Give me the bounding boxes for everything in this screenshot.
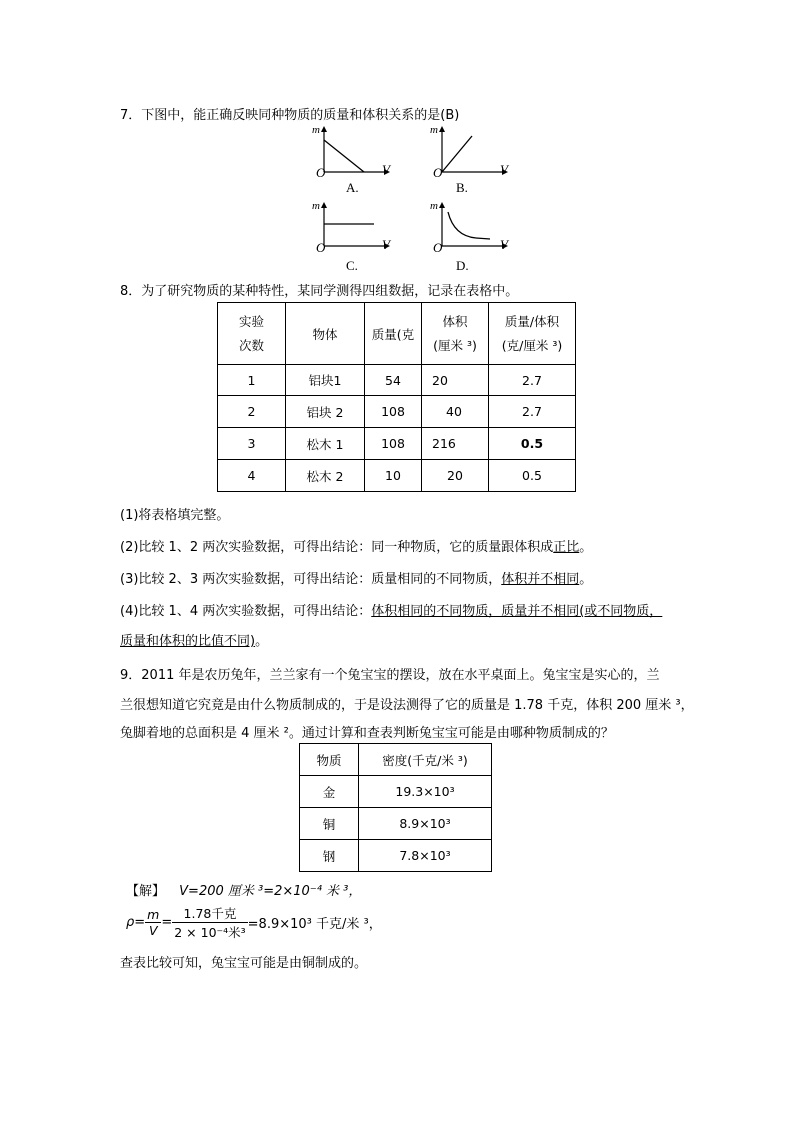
q8-header-trial-1: 实验 — [238, 313, 264, 329]
table-row — [218, 365, 576, 396]
q8-header-mass: 质量(克 — [365, 303, 422, 365]
q9-line3: 兔脚着地的总面积是 4 厘米 ²。通过计算和查表判断兔宝宝可能是由哪种物质制成的？ — [120, 726, 614, 741]
q9-frac-values — [172, 904, 247, 941]
q9-solution-line1 — [126, 880, 361, 899]
q8-header-trial — [218, 303, 286, 365]
graph-a-y-arrow — [321, 126, 327, 132]
table-cell: 7.8×10³ — [359, 840, 492, 872]
q8-sub2-end: 。 — [579, 540, 593, 555]
table-cell: 216 — [422, 428, 489, 460]
q9-frac-mv-den: V — [148, 923, 158, 938]
graph-d-m-label: m — [430, 200, 438, 212]
table-cell: 54 — [365, 365, 422, 396]
q9-frac-values-den: 2 × 10⁻⁴米³ — [174, 925, 246, 940]
q8-data-table — [217, 302, 576, 492]
table-cell: 2 — [218, 396, 286, 428]
table-cell: 0.5 — [489, 460, 576, 492]
q9-frac-values-num: 1.78千克 — [172, 904, 247, 923]
q9-solution-label: 【解】 — [126, 884, 166, 899]
table-cell: 8.9×10³ — [359, 808, 492, 840]
table-row — [218, 396, 576, 428]
table-row — [218, 428, 576, 460]
table-cell: 0.5 — [489, 428, 576, 460]
q8-header-volume — [422, 303, 489, 365]
q8-header-row — [218, 303, 576, 365]
q8-sub3-answer: 体积并不相同 — [501, 572, 580, 587]
q9-line1: 9．2011 年是农历兔年，兰兰家有一个兔宝宝的摆设，放在水平桌面上。兔宝宝是实心的，兰 — [120, 668, 660, 683]
q9-solution-volume: V=200 厘米 ³=2×10⁻⁴ 米 ³， — [179, 884, 362, 899]
graph-a-m-label: m — [312, 124, 320, 136]
q9-conclusion: 查表比较可知，兔宝宝可能是由铜制成的。 — [120, 956, 368, 971]
q8-sub3-text: (3)比较 2、3 两次实验数据，可得出结论：质量相同的不同物质， — [120, 572, 502, 587]
q9-frac-mv — [145, 907, 161, 938]
option-b-label: B. — [456, 180, 468, 195]
table-cell: 20 — [422, 365, 489, 396]
table-cell: 1 — [218, 365, 286, 396]
table-cell: 10 — [365, 460, 422, 492]
table-cell: 金 — [300, 776, 359, 808]
q8-sub2-text: (2)比较 1、2 两次实验数据，可得出结论：同一种物质，它的质量跟体积成 — [120, 540, 554, 555]
table-cell: 40 — [422, 396, 489, 428]
graph-d-v-label: V — [500, 237, 508, 252]
q8-header-object: 物体 — [286, 303, 365, 365]
graph-b-curve — [442, 136, 472, 172]
q8-sub4-end: 。 — [255, 634, 269, 649]
table-cell: 2.7 — [489, 396, 576, 428]
table-row — [300, 808, 492, 840]
q9-result: =8.9×10³ 千克/米 ³， — [247, 917, 382, 932]
graph-a-origin: O — [316, 165, 326, 180]
graph-d-y-arrow — [439, 202, 445, 208]
q8-sub2-answer: 正比 — [553, 540, 580, 555]
graph-b-m-label: m — [430, 124, 438, 136]
table-cell: 松木 2 — [286, 460, 365, 492]
graph-b-y-arrow — [439, 126, 445, 132]
graph-c-m-label: m — [312, 200, 320, 212]
q8-header-ratio-1: 质量/体积 — [504, 313, 560, 329]
table-cell: 108 — [365, 396, 422, 428]
table-cell: 铝块 2 — [286, 396, 365, 428]
q8-stem: 8．为了研究物质的某种特性，某同学测得四组数据，记录在表格中。 — [120, 284, 519, 299]
q9-rho: ρ= — [126, 915, 146, 930]
q9-solution-line2: ρ= $\frac{m}{V}$ = $\frac{\text{1.78千克}}{\text{2 × 10⁻⁴米³}}$ =8.9×10³ 千克/米 ³， — [126, 906, 382, 940]
table-cell: 物质 — [300, 744, 359, 776]
graph-c-origin: O — [316, 240, 326, 255]
graph-c-v-label: V — [382, 237, 390, 252]
table-row — [300, 776, 492, 808]
table-cell: 3 — [218, 428, 286, 460]
q8-header-volume-1: 体积 — [442, 313, 468, 329]
q8-sub3-end: 。 — [579, 572, 593, 587]
q8-sub2 — [120, 536, 592, 555]
graph-d-origin: O — [433, 240, 443, 255]
graph-c-y-arrow — [321, 202, 327, 208]
table-cell: 108 — [365, 428, 422, 460]
graph-a-v-label: V — [382, 162, 390, 177]
table-cell: 20 — [422, 460, 489, 492]
q8-sub3 — [120, 568, 592, 587]
table-cell: 钢 — [300, 840, 359, 872]
graph-b-v-label: V — [500, 162, 508, 177]
q7-stem: 7．下图中，能正确反映同种物质的质量和体积关系的是(B) — [120, 108, 460, 123]
table-cell: 铝块1 — [286, 365, 365, 396]
table-cell: 松木 1 — [286, 428, 365, 460]
q8-sub1: (1)将表格填完整。 — [120, 508, 230, 523]
table-cell: 19.3×10³ — [359, 776, 492, 808]
q8-header-ratio-2: (克/厘米 ³) — [501, 337, 563, 353]
option-d-label: D. — [456, 258, 469, 273]
table-cell: 密度(千克/米 ³) — [359, 744, 492, 776]
q8-sub4-answer-1: 体积相同的不同物质，质量并不相同(或不同物质， — [371, 604, 663, 619]
table-row — [300, 840, 492, 872]
graph-d-curve — [448, 212, 490, 239]
q9-line2: 兰很想知道它究竟是由什么物质制成的，于是设法测得了它的质量是 1.78 千克，体积 200 厘米 ³， — [120, 698, 694, 713]
q9-frac-mv-num: m — [147, 907, 160, 922]
q8-header-trial-2: 次数 — [238, 337, 264, 353]
q9-density-table — [299, 743, 492, 872]
q8-sub4-line1 — [120, 600, 662, 619]
table-cell: 铜 — [300, 808, 359, 840]
table-row — [218, 460, 576, 492]
table-cell: 2.7 — [489, 365, 576, 396]
option-a-label: A. — [346, 180, 359, 195]
option-c-label: C. — [346, 258, 358, 273]
q8-header-ratio — [489, 303, 576, 365]
table-row — [300, 744, 492, 776]
q8-sub4-line2 — [120, 630, 268, 649]
graph-b-origin: O — [433, 165, 443, 180]
q8-sub4-answer-2: 质量和体积的比值不同) — [120, 634, 256, 649]
table-cell: 4 — [218, 460, 286, 492]
q8-header-volume-2: (厘米 ³) — [433, 337, 477, 353]
graph-a-curve — [324, 140, 364, 172]
q8-sub4-text: (4)比较 1、4 两次实验数据，可得出结论： — [120, 604, 372, 619]
